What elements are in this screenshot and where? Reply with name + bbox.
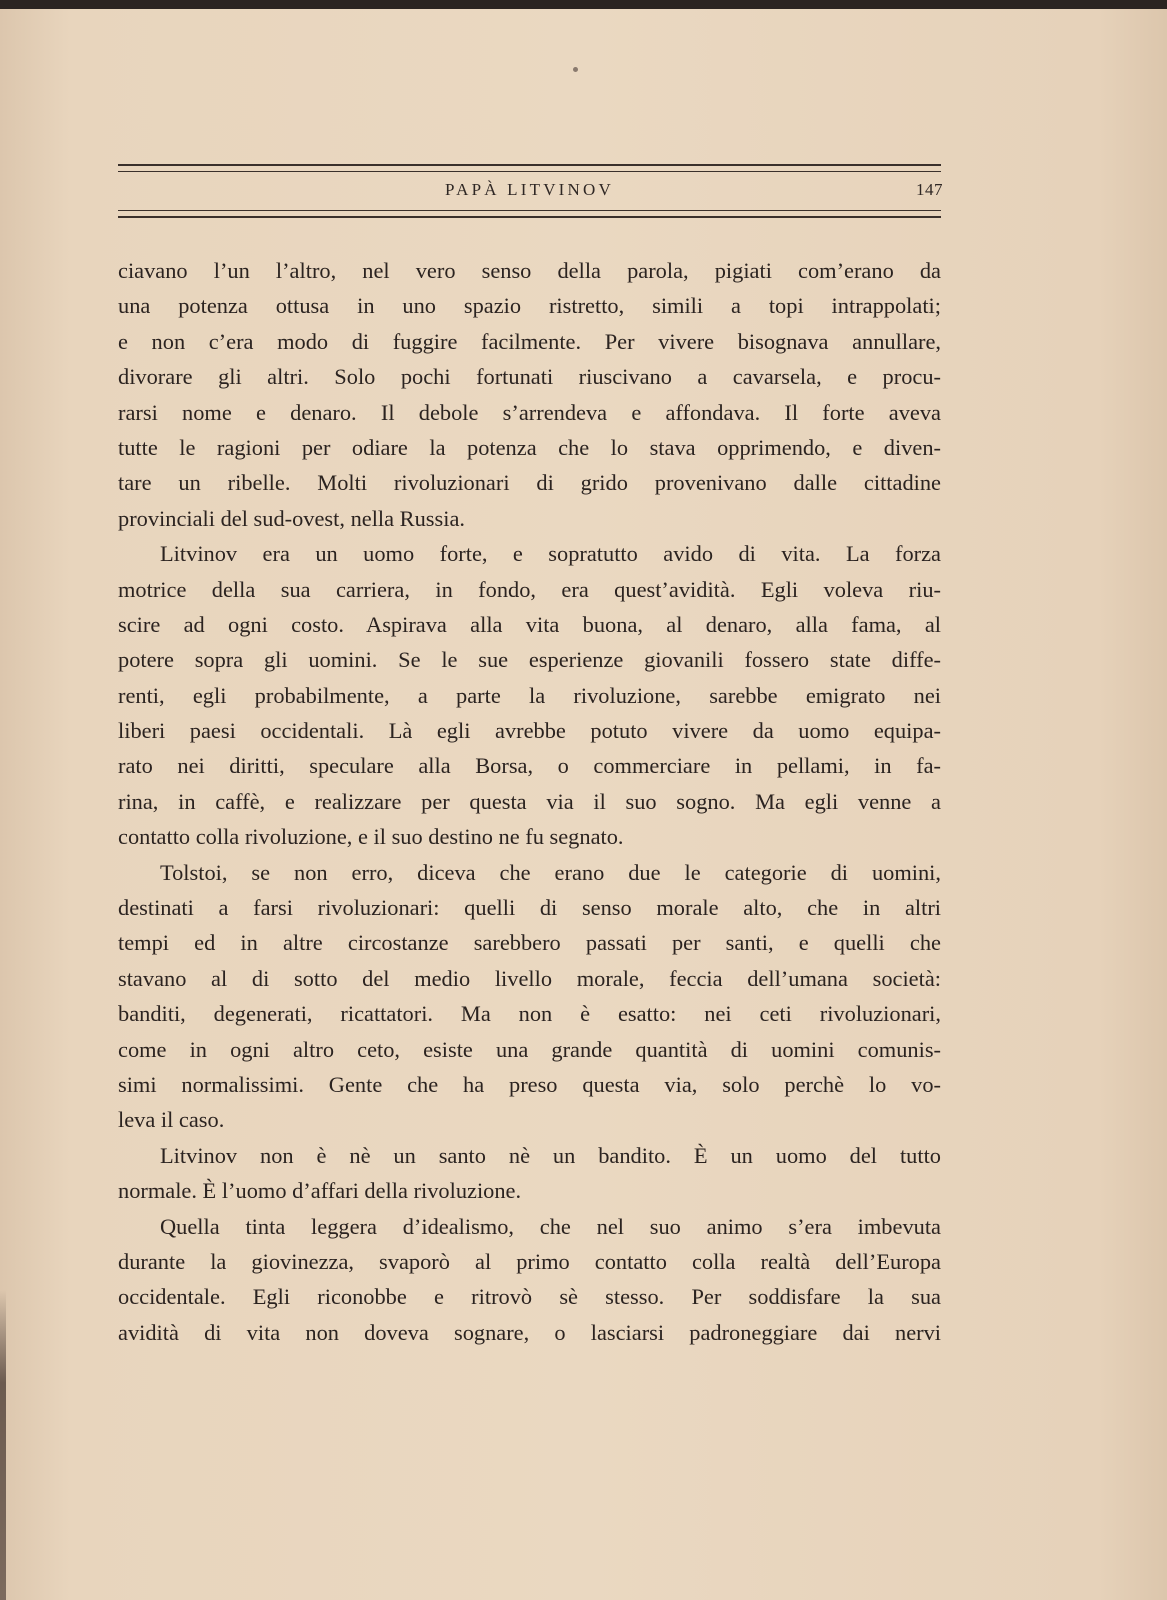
text-line: rato nei diritti, speculare alla Borsa, o commerciare in pellami, in fa- — [118, 753, 941, 779]
text-line: una potenza ottusa in uno spazio ristretto, simili a topi intrappolati; — [118, 293, 941, 319]
text-line: rina, in caffè, e realizzare per questa via il suo sogno. Ma egli venne a — [118, 788, 941, 814]
body-text — [118, 253, 941, 1350]
text-line: tutte le ragioni per odiare la potenza che lo stava opprimendo, e diven- — [118, 434, 941, 460]
text-line: tempi ed in altre circostanze sarebbero passati per santi, e quelli che — [118, 930, 941, 956]
text-line: provinciali del sud-ovest, nella Russia. — [118, 505, 465, 531]
text-line: contatto colla rivoluzione, e il suo destino ne fu segnato. — [118, 824, 624, 850]
text-line: potere sopra gli uomini. Se le sue esperienze giovanili fossero state diffe- — [118, 647, 941, 673]
text-line: e non c’era modo di fuggire facilmente. Per vivere bisognava annullare, — [118, 328, 941, 354]
text-line: durante la giovinezza, svaporò al primo contatto colla realtà dell’Europa — [118, 1248, 941, 1274]
page-number: 147 — [916, 180, 943, 199]
running-head — [118, 178, 941, 206]
text-line: rarsi nome e denaro. Il debole s’arrendeva e affondava. Il forte aveva — [118, 399, 941, 425]
running-title: PAPÀ LITVINOV — [445, 180, 614, 199]
header-rule-bottom-thick — [118, 216, 941, 218]
text-line: avidità di vita non doveva sognare, o lasciarsi padroneggiare dai nervi — [118, 1319, 941, 1345]
text-line: leva il caso. — [118, 1107, 225, 1133]
page-left-edge — [0, 1290, 6, 1600]
text-line: renti, egli probabilmente, a parte la rivoluzione, sarebbe emigrato nei — [118, 682, 941, 708]
header-rule-bottom-thin — [118, 210, 941, 211]
text-line: divorare gli altri. Solo pochi fortunati riuscivano a cavarsela, e procu- — [118, 364, 941, 390]
text-line: destinati a farsi rivoluzionari: quelli di senso morale alto, che in altri — [118, 895, 941, 921]
text-line: liberi paesi occidentali. Là egli avrebbe potuto vivere da uomo equipa- — [118, 718, 941, 744]
text-line: normale. È l’uomo d’affari della rivoluzione. — [118, 1178, 522, 1204]
header-rule-top-thin — [118, 171, 941, 172]
text-line: Litvinov era un uomo forte, e sopratutto avido di vita. La forza — [160, 541, 941, 567]
text-line: banditi, degenerati, ricattatori. Ma non è esatto: nei ceti rivoluzionari, — [118, 1001, 941, 1027]
text-line: simi normalissimi. Gente che ha preso questa via, solo perchè lo vo- — [118, 1071, 941, 1097]
text-line: scire ad ogni costo. Aspirava alla vita buona, al denaro, alla fama, al — [118, 611, 941, 637]
header-rule-top-thick — [118, 164, 941, 166]
text-line: Tolstoi, se non erro, diceva che erano due le categorie di uomini, — [160, 859, 941, 885]
text-line: ciavano l’un l’altro, nel vero senso della parola, pigiati com’erano da — [118, 258, 941, 283]
text-line: tare un ribelle. Molti rivoluzionari di grido provenivano dalle cittadine — [118, 470, 941, 496]
text-line: motrice della sua carriera, in fondo, era quest’avidità. Egli voleva riu- — [118, 576, 941, 602]
text-line: stavano al di sotto del medio livello morale, feccia dell’umana società: — [118, 965, 941, 991]
page-top-edge — [0, 0, 1167, 9]
text-line: Litvinov non è nè un santo nè un bandito. È un uomo del tutto — [160, 1142, 941, 1168]
text-line: occidentale. Egli riconobbe e ritrovò sè stesso. Per soddisfare la sua — [118, 1284, 941, 1310]
paper-speck — [573, 67, 578, 72]
text-line: Quella tinta leggera d’idealismo, che nel suo animo s’era imbevuta — [160, 1213, 941, 1239]
text-line: come in ogni altro ceto, esiste una grande quantità di uomini comunis- — [118, 1036, 941, 1062]
